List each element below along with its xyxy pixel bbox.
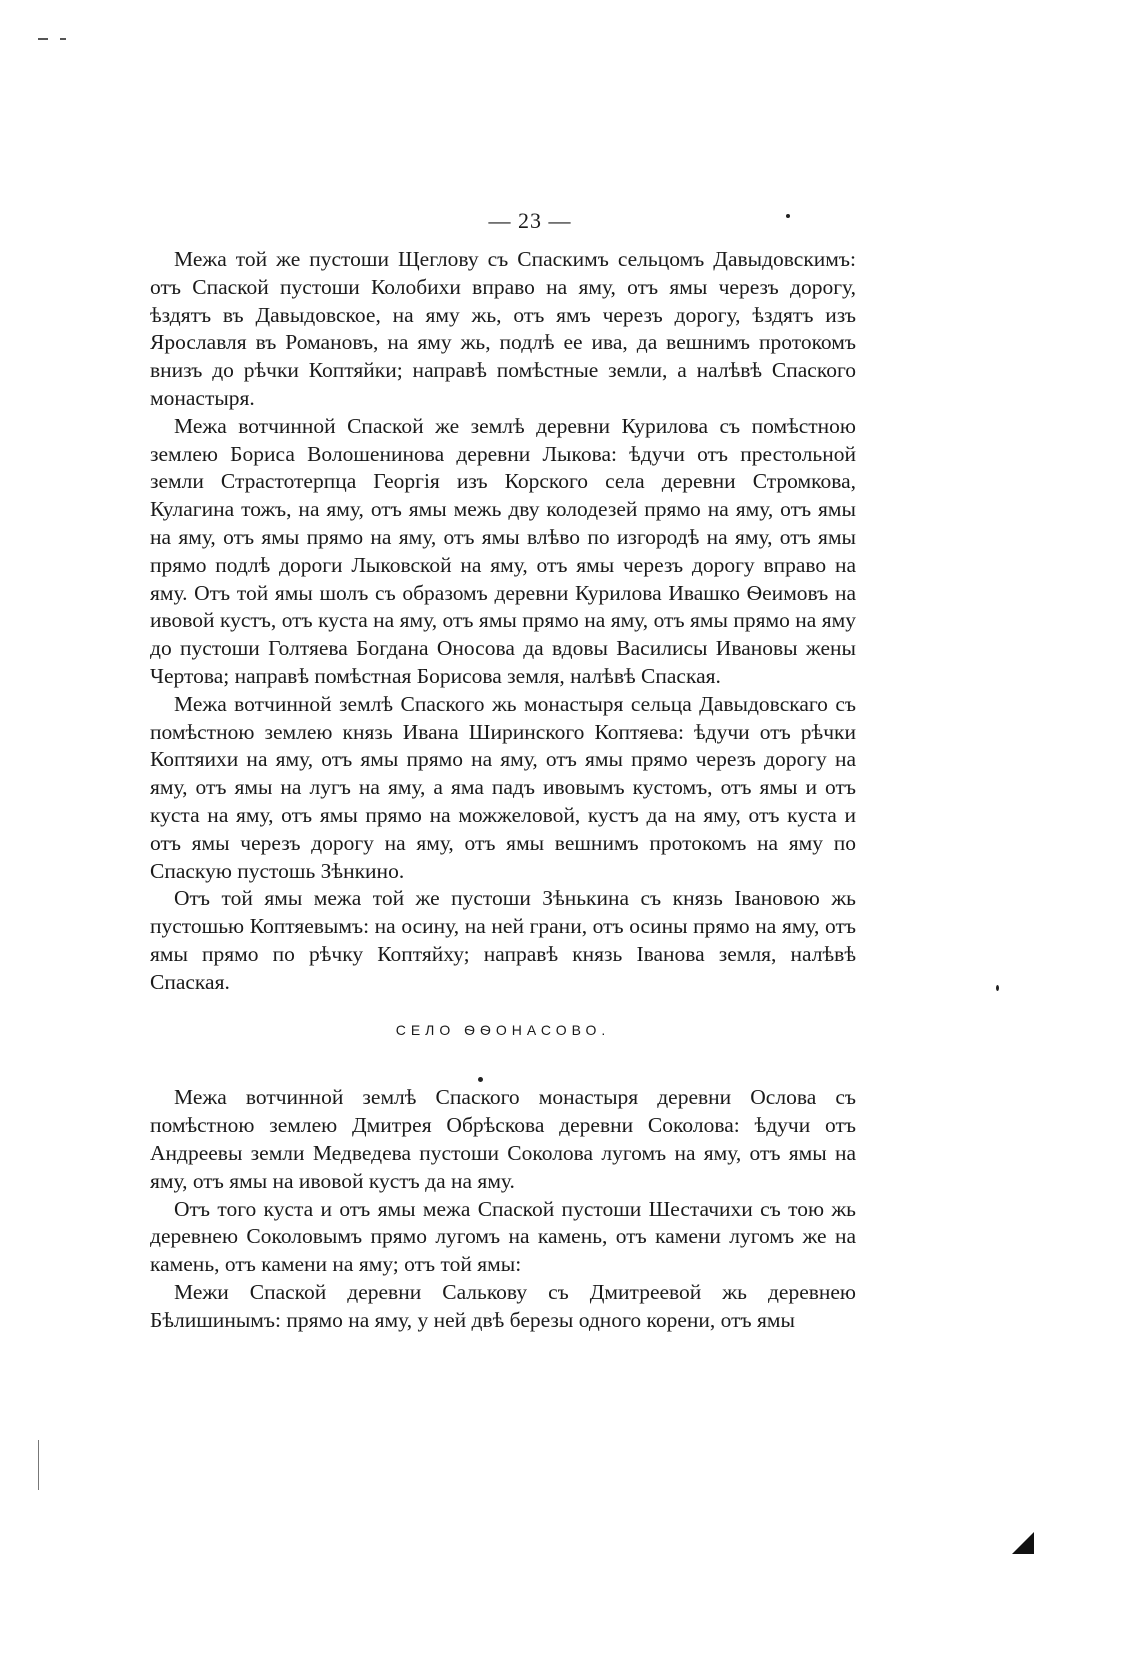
paragraph: Отъ той ямы межа той же пустоши Зѣнькина съ князь Івановою жь пустошью Коптяевымъ: на осину, на ней грани, отъ осины прямо на яму, отъ ямы прямо по рѣчку Коптяйху; направѣ князь Іванова земля, налѣвѣ Спаская. [150, 886, 856, 994]
paragraph: Межа вотчинной Спаской же землѣ деревни Курилова съ помѣстною землею Бориса Волошенинова деревни Лыкова: ѣдучи отъ престольной земли Страстотерпца Георгія изъ Корского села деревни Стромкова, Кулагина тожъ, на яму, отъ ямы межь дву колодезей прямо на яму, отъ ямы на яму, отъ ямы прямо на яму, отъ ямы влѣво по изгородѣ на яму, отъ ямы прямо подлѣ дороги Лыковской на яму, отъ ямы черезъ дорогу вправо на яму. Отъ той ямы шолъ съ образомъ деревни Курилова Ивашко Ѳеимовъ на ивовой кустъ, отъ куста на яму, отъ ямы прямо на яму, отъ ямы прямо на яму до пустоши Голтяева Богдана Оносова да вдовы Василисы Ивановы жены Чертова; направѣ помѣстная Борисова земля, налѣвѣ Спаская. [150, 413, 856, 688]
paragraph: Межи Спаской деревни Салькову съ Дмитреевой жь деревнею Бѣлишинымъ: прямо на яму, у ней двѣ березы одного корени, отъ ямы [150, 1279, 856, 1332]
scan-edge-line [38, 1440, 39, 1490]
scan-mark-top [60, 38, 66, 40]
paragraph: Межа вотчинной землѣ Спаского жь монастыря сельца Давыдовскаго съ помѣстною землею князь Ивана Ширинского Коптяева: ѣдучи отъ рѣчки Коптяихи на яму, отъ ямы прямо на яму, отъ ямы прямо черезъ дорогу на яму, отъ ямы на лугъ на яму, а яма падъ ивовымъ кустомъ, отъ ямы и отъ куста на яму, отъ ямы прямо на можжеловой, кустъ да на яму, отъ куста и отъ ямы черезъ дорогу на яму, отъ ямы вешнимъ протокомъ на яму по Спаскую пустошь Зѣнкино. [150, 691, 856, 883]
scan-speck [996, 985, 999, 991]
document-body [150, 246, 856, 1334]
section-heading: СЕЛО ѲѲОНАСОВО. [395, 1021, 611, 1038]
paragraph: Межа вотчинной землѣ Спаского монастыря деревни Ослова съ помѣстною землею Дмитрея Обрѣскова деревни Соколова: ѣдучи отъ Андреевы земли Медведева пустоши Соколова лугомъ на яму, отъ ямы на яму, отъ ямы на ивовой кустъ да на яму. [150, 1085, 856, 1193]
scan-corner-mark [1012, 1532, 1034, 1554]
paragraph: Межа той же пустоши Щеглову съ Спаскимъ сельцомъ Давыдовскимъ: отъ Спаской пустоши Колобихи вправо на яму, отъ ямы черезъ дорогу, ѣздятъ въ Давыдовское, на яму жь, отъ ямъ черезъ дорогу, ѣздятъ изъ Ярославля въ Романовъ, на яму жь, подлѣ ее ива, да вешнимъ протокомъ внизъ до рѣчки Коптяйки; направѣ помѣстные земли, а налѣвѣ Спаского монастыря. [150, 247, 856, 410]
scan-mark-top-left [38, 38, 48, 40]
page-number: — 23 — [488, 208, 572, 233]
section-body [150, 1084, 856, 1334]
paragraph: Отъ того куста и отъ ямы межа Спаской пустоши Шестачихи съ тою жь деревнею Соколовымъ прямо лугомъ на камень, отъ камени лугомъ же на камень, отъ камени на яму; отъ той ямы: [150, 1196, 856, 1277]
